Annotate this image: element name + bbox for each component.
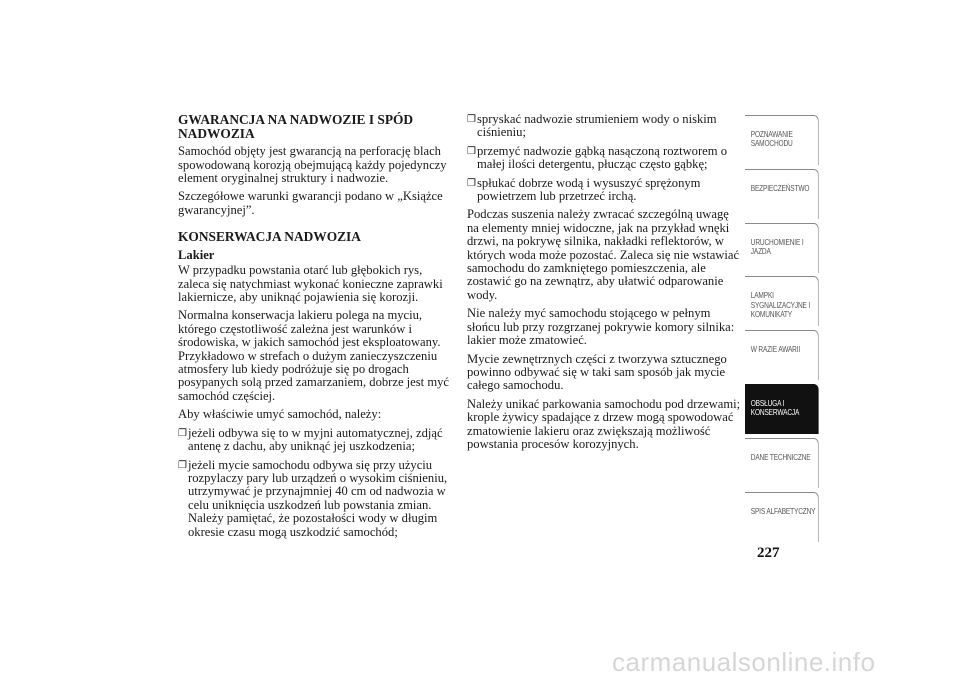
paragraph: Samochód objęty jest gwarancją na perforację blach spowodowaną korozją obejmującą każdy pojedynczy element oryginalnej struktury i nadwozie.: [178, 144, 447, 185]
tab-index[interactable]: [745, 492, 819, 542]
tab-label: URUCHOMIENIE I JAZDA: [750, 237, 804, 256]
list-item: [467, 177, 741, 204]
checkbox-bullet-icon: ❐: [178, 459, 187, 471]
section-heading-warranty: GWARANCJA NA NADWOZIE I SPÓD NADWOZIA: [178, 112, 414, 141]
checkbox-bullet-icon: ❐: [467, 114, 476, 125]
paragraph: Normalna konserwacja lakieru polega na myciu, którego częstotliwość zależna jest warunków i środowiska, w jakich samochód jest eksploatowany. Przykładowo w strefach o dużym zanieczyszczeniu atmosfery lub kiedy podróżuje się po drogach posypanych solą przed zamarzaniem, dobrze jest myć samochód częściej.: [178, 308, 450, 403]
tab-label: DANE TECHNICZNE: [750, 452, 811, 462]
tab-emergency[interactable]: [745, 330, 819, 380]
tab-label: W RAZIE AWARII: [750, 345, 801, 355]
tab-warning-lights[interactable]: [745, 276, 819, 326]
checkbox-bullet-icon: ❐: [467, 145, 476, 157]
paragraph: W przypadku powstania otarć lub głębokich rys, zaleca się natychmiast wykonać konieczne zaprawki lakiernicze, aby uniknąć pojawienia się korozji.: [178, 263, 443, 305]
right-column: [467, 113, 741, 456]
chapter-tabs: [745, 115, 819, 545]
tab-getting-to-know-car[interactable]: [745, 115, 819, 165]
list-item-text: spryskać nadwozie strumieniem wody o niskim ciśnieniu;: [477, 112, 717, 140]
list-item: [178, 427, 454, 454]
tab-label: LAMPKI SYGNALIZACYJNE I KOMUNIKATY: [750, 291, 811, 319]
tab-technical-data[interactable]: [745, 438, 819, 488]
subheading-paint: Lakier: [178, 247, 215, 262]
tab-maintenance[interactable]: [745, 384, 819, 434]
tab-label: SPIS ALFABETYCZNY: [750, 506, 816, 516]
list-item-text: jeżeli mycie samochodu odbywa się przy użyciu rozpylaczy pary lub urządzeń o wysokim ciśnieniu, utrzymywać je przynajmniej 40 cm od nadwozia w celu uniknięcia uszkodzeń lub powstania zmian. Należy pamiętać, że pozostałości wody w długim okresie czasu mogą uszkodzić samochód;: [188, 457, 448, 539]
list-item: [467, 145, 741, 172]
list-item: [467, 113, 741, 140]
paragraph: Mycie zewnętrznych części z tworzywa sztucznego powinno odbywać się w taki sam sposób jak mycie całego samochodu.: [467, 351, 727, 393]
tab-label: OBSŁUGA I KONSERWACJA: [750, 398, 800, 418]
paragraph: Podczas suszenia należy zwracać szczególną uwagę na elementy mniej widoczne, jak na przykład wnęki drzwi, na pokrywę silnika, nakładki reflektorów, w których woda może pozostać. Zaleca się nie wstawiać samochodu do zamkniętego pomieszczenia, ale zostawić go na zewnątrz, aby ułatwić odparowanie wody.: [467, 207, 740, 302]
left-column: [178, 113, 454, 544]
checkbox-bullet-icon: ❐: [178, 427, 187, 439]
section-heading-body-care: KONSERWACJA NADWOZIA: [178, 229, 361, 245]
paragraph: Należy unikać parkowania samochodu pod drzewami; krople żywicy spadające z drzew mogą spowodować zmatowienie lakieru oraz zwiększają możliwość powstania procesów korozyjnych.: [467, 396, 741, 451]
list-item-text: przemyć nadwozie gąbką nasączoną roztworem o małej ilości detergentu, płucząc często gąbkę;: [477, 143, 728, 172]
paragraph: Aby właściwie umyć samochód, należy:: [178, 407, 382, 422]
tab-label: POZNAWANIE SAMOCHODU: [750, 130, 793, 149]
watermark: carmanualsonline.info: [612, 647, 876, 677]
list-item-text: spłukać dobrze wodą i wysuszyć sprężonym powietrzem lub przetrzeć irchą.: [477, 175, 701, 204]
tab-safety[interactable]: [745, 169, 819, 219]
list-item: [178, 459, 454, 539]
paragraph: Szczegółowe warunki gwarancji podano w „Książce gwarancyjnej”.: [178, 189, 443, 217]
checkbox-bullet-icon: ❐: [467, 177, 476, 189]
tab-label: BEZPIECZEŃSTWO: [750, 183, 810, 193]
list-item-text: jeżeli odbywa się to w myjni automatycznej, zdjąć antenę z dachu, aby uniknąć jej uszkodzenia;: [188, 425, 443, 454]
page-number: 227: [757, 545, 780, 561]
paragraph: Nie należy myć samochodu stojącego w pełnym słońcu lub przy rozgrzanej pokrywie komory silnika: lakier może zmatowieć.: [467, 306, 735, 348]
tab-starting-driving[interactable]: [745, 223, 819, 273]
